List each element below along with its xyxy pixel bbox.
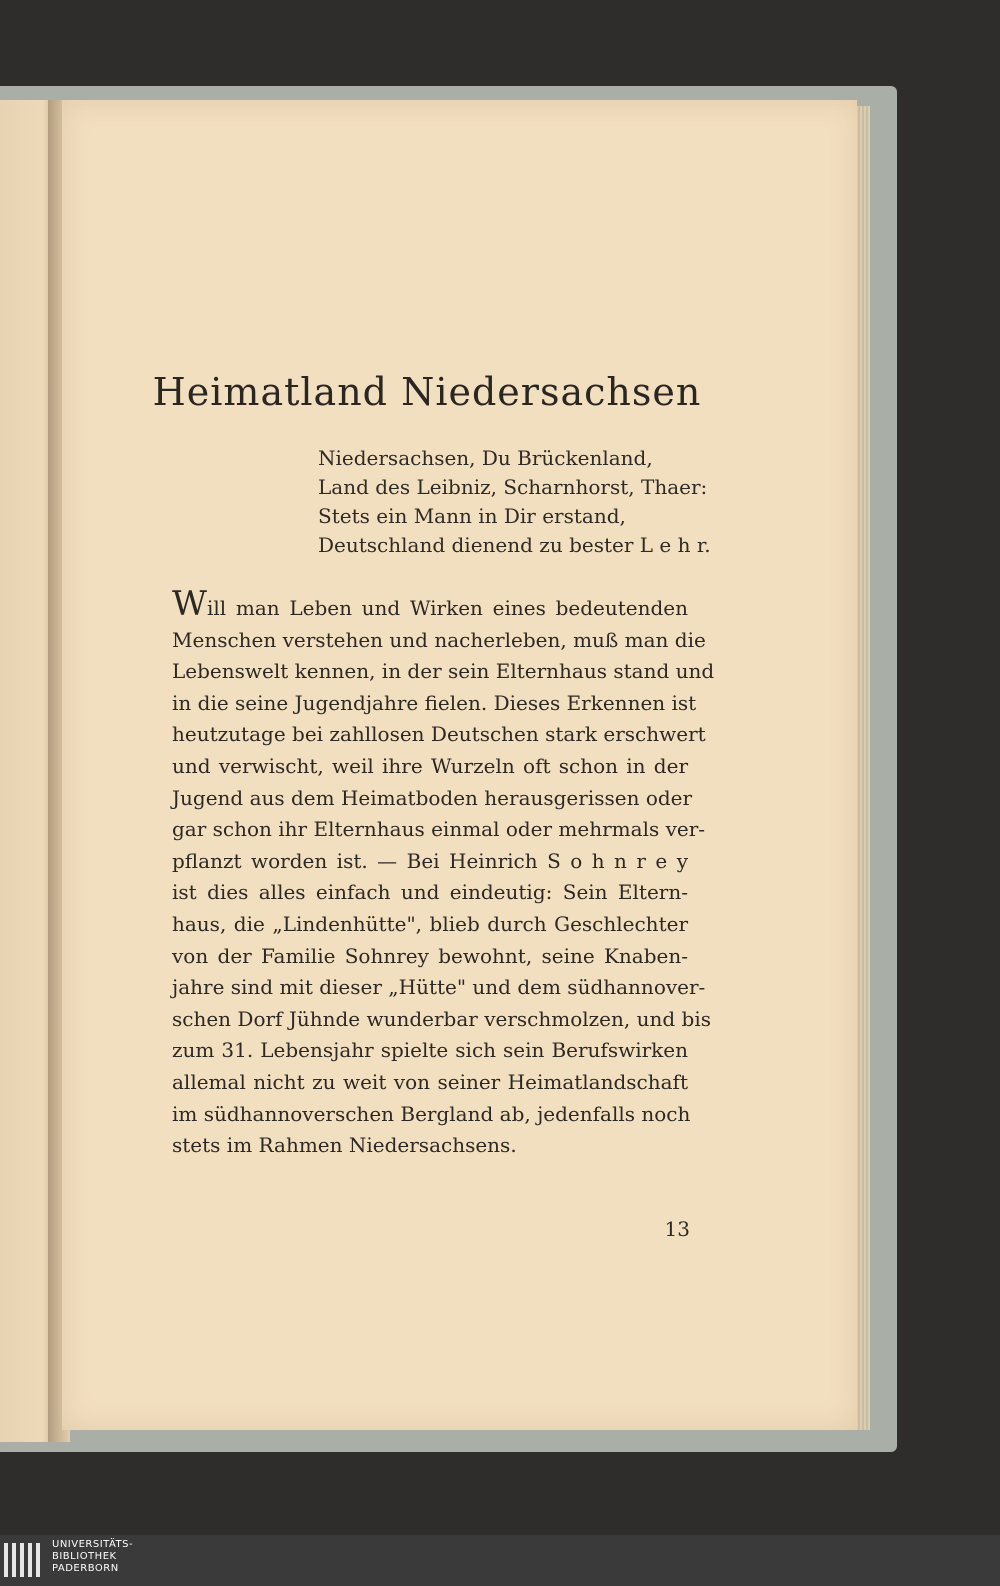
library-name: [52, 1539, 133, 1575]
text-line: allemal nicht zu weit von seiner Heimatlandschaft: [172, 1069, 688, 1094]
text-line: jahre sind mit dieser „Hütte" und dem südhannover-: [172, 975, 706, 1000]
text-line: stets im Rahmen Niedersachsens.: [172, 1133, 517, 1158]
library-name-line: BIBLIOTHEK: [52, 1551, 117, 1562]
text-line: [172, 584, 688, 625]
poem-line: Niedersachsen, Du Brückenland,: [318, 446, 653, 470]
text-line: zum 31. Lebensjahr spielte sich sein Berufswirken: [172, 1038, 688, 1063]
text-line: schen Dorf Jühnde wunderbar verschmolzen, und bis: [172, 1006, 711, 1031]
poem-line: Deutschland dienend zu bester L e h r.: [318, 533, 711, 557]
poem-line: Stets ein Mann in Dir erstand,: [318, 504, 626, 528]
text-line: im südhannoverschen Bergland ab, jedenfalls noch: [172, 1101, 691, 1126]
text-line-content: ill man Leben und Wirken eines bedeutenden: [206, 596, 688, 620]
chapter-title: Heimatland Niedersachsen: [152, 370, 702, 414]
library-name-line: PADERBORN: [52, 1563, 119, 1574]
text-line: pflanzt worden ist. — Bei Heinrich S o h n r e y: [172, 848, 688, 873]
epigraph-poem: [318, 444, 758, 560]
library-footer: [0, 1535, 1000, 1586]
library-logo-icon: [4, 1543, 44, 1579]
library-name-line: UNIVERSITÄTS-: [52, 1539, 134, 1550]
body-paragraph: [172, 584, 715, 1162]
drop-initial: W: [172, 584, 207, 624]
text-line: haus, die „Lindenhütte", blieb durch Geschlechter: [172, 911, 688, 936]
page-number: 13: [664, 1217, 690, 1241]
text-line: heutzutage bei zahllosen Deutschen stark erschwert: [172, 722, 706, 747]
text-line: Lebenswelt kennen, in der sein Elternhaus stand und: [172, 659, 715, 684]
text-line: Menschen verstehen und nacherleben, muß man die: [172, 627, 706, 652]
text-line: ist dies alles einfach und eindeutig: Sein Eltern-: [172, 880, 688, 905]
text-line: Jugend aus dem Heimatboden herausgerissen oder: [172, 785, 693, 810]
book-page: [62, 100, 857, 1430]
text-line: in die seine Jugendjahre fielen. Dieses Erkennen ist: [172, 690, 697, 715]
text-line: von der Familie Sohnrey bewohnt, seine Knaben-: [172, 943, 688, 968]
text-line: und verwischt, weil ihre Wurzeln oft schon in der: [172, 753, 688, 778]
text-line: gar schon ihr Elternhaus einmal oder mehrmals ver-: [172, 817, 706, 842]
poem-line: Land des Leibniz, Scharnhorst, Thaer:: [318, 475, 708, 499]
